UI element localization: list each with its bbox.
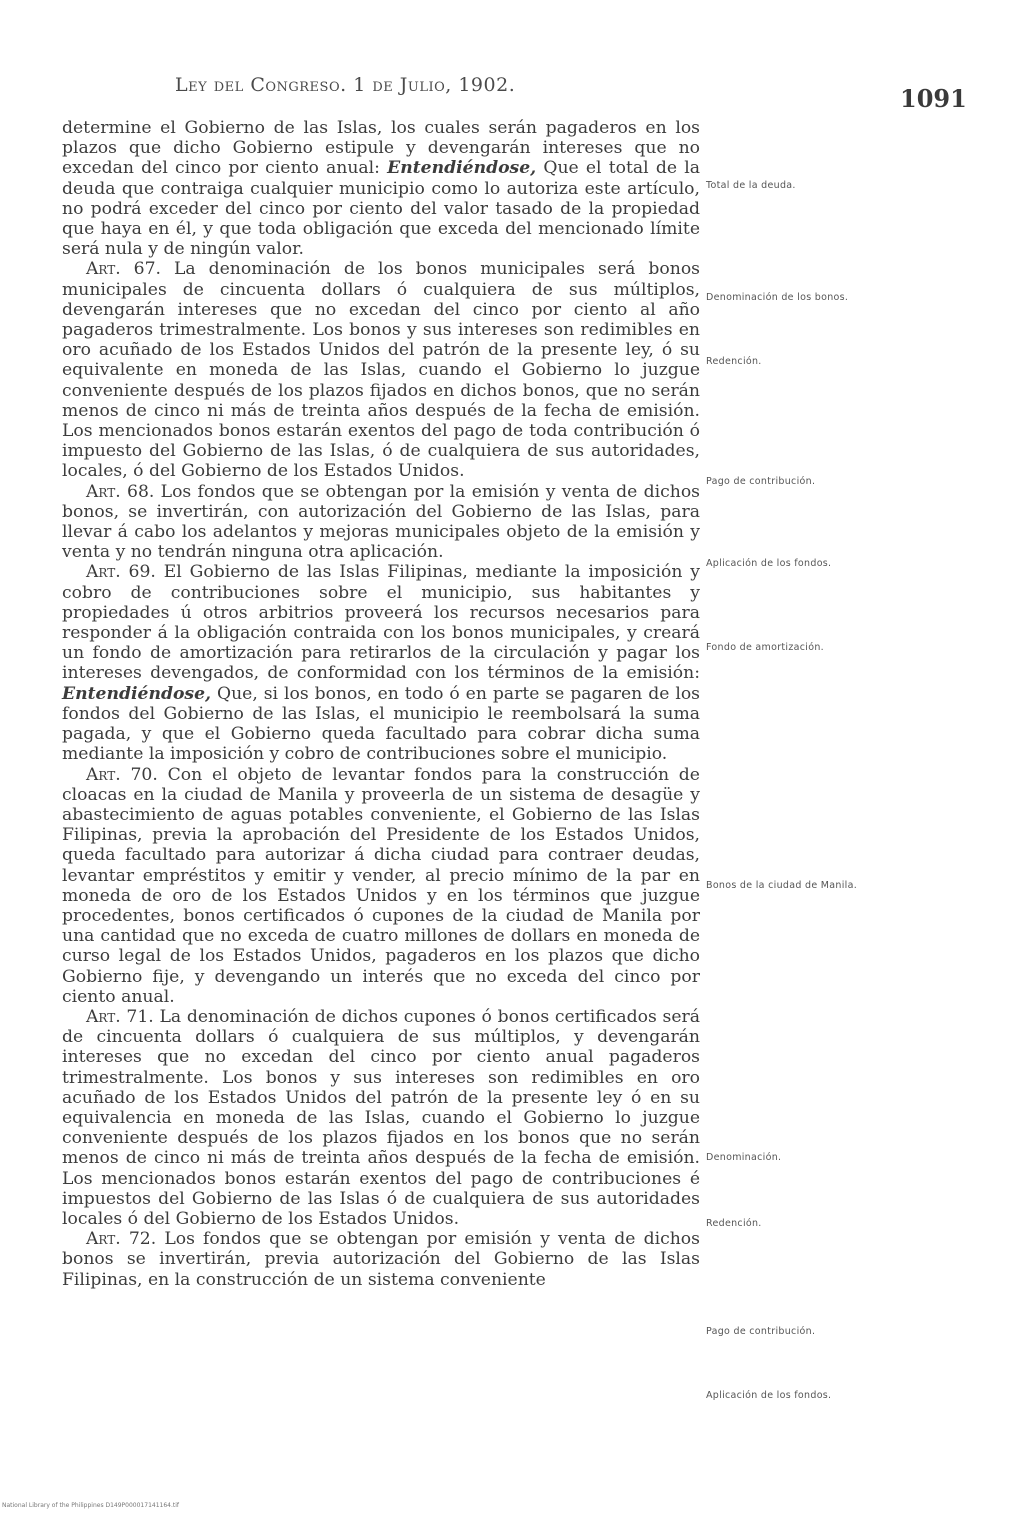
running-head: Ley del Congreso. 1 de Julio, 1902. bbox=[175, 74, 516, 96]
article-70 bbox=[62, 765, 700, 1007]
proviso-italic: Entendiéndose, bbox=[387, 158, 537, 179]
margin-note-fondo-amortizacion: Fondo de amortización. bbox=[706, 642, 824, 653]
margin-note-denominacion: Denominación. bbox=[706, 1152, 782, 1163]
scan-credit-footer: National Library of the Philippines D149P000017141164.tif bbox=[2, 1502, 180, 1509]
margin-note-pago-contribucion: Pago de contribución. bbox=[706, 476, 816, 487]
article-67 bbox=[62, 259, 700, 481]
article-68 bbox=[62, 482, 700, 563]
page-number: 1091 bbox=[900, 84, 967, 113]
paragraph-text: Que el total de la deuda que contraiga cualquier municipio como lo autoriza este artículo, no podrá exceder del cinco por ciento del valor tasado de la propiedad que haya en él, y que toda obligación que exceda del mencionado límite será nula y de ningún valor. bbox=[62, 158, 700, 260]
article-label: Art. 70. bbox=[86, 764, 158, 785]
paragraph-text: Con el objeto de levantar fondos para la construcción de cloacas en la ciudad de Manila y proveerla de un sistema de desagüe y abastecimiento de aguas potables conveniente, el Gobierno de las Islas Filipinas, previa la aprobación del Presidente de los Estados Unidos, queda facultado para autorizar á dicha ciudad para contraer deudas, levantar empréstitos y emitir y vender, al precio mínimo de la par en moneda de oro de los Estados Unidos y en los términos que juzgue procedentes, bonos certificados ó cupones de la ciudad de Manila por una cantidad que no exceda de cuatro millones de dollars en moneda de curso legal de los Estados Unidos, pagaderos en los plazos que dicho Gobierno fije, y devengando un interés que no exceda del cinco por ciento anual. bbox=[62, 764, 700, 1007]
margin-note-aplicacion-fondos: Aplicación de los fondos. bbox=[706, 558, 832, 569]
proviso-italic: Entendiéndose, bbox=[62, 683, 212, 704]
margin-note-pago-contribucion-2: Pago de contribución. bbox=[706, 1326, 816, 1337]
paragraph-text: La denominación de dichos cupones ó bonos certificados será de cincuenta dollars ó cualquiera de sus múltiplos, y devengarán intereses que no excedan del cinco por ciento anual pagaderos trimestralmente. Los bonos y sus intereses son redimibles en oro acuñado de los Estados Unidos del patrón de la presente ley ó en su equivalencia en moneda de las Islas, cuando el Gobierno lo juzgue conveniente después de los plazos fijados en los bonos que no serán menos de cinco ni más de treinta años después de la fecha de emisión. Los mencionados bonos estarán exentos del pago de contribuciones é impuestos del Gobierno de las Islas ó de cualquiera de sus autoridades locales ó del Gobierno de los Estados Unidos. bbox=[62, 1006, 700, 1229]
margin-note-aplicacion-fondos-2: Aplicación de los fondos. bbox=[706, 1390, 832, 1401]
article-label: Art. 67. bbox=[86, 259, 162, 280]
paragraph-text: Que, si los bonos, en todo ó en parte se pagaren de los fondos del Gobierno de las Islas, el municipio le reembolsará la suma pagada, y que el Gobierno queda facultado para cobrar dicha suma mediante la imposición y cobro de contribuciones sobre el municipio. bbox=[62, 683, 700, 765]
margin-note-total-deuda: Total de la deuda. bbox=[706, 180, 796, 191]
margin-note-denominacion-bonos: Denominación de los bonos. bbox=[706, 292, 849, 303]
article-label: Art. 68. bbox=[86, 481, 155, 502]
margin-note-redencion-2: Redención. bbox=[706, 1218, 762, 1229]
article-69 bbox=[62, 562, 700, 764]
paragraph-continuation bbox=[62, 118, 700, 259]
paragraph-text: Los fondos que se obtengan por la emisión y venta de dichos bonos, se invertirán, con autorización del Gobierno de las Islas, para llevar á cabo los adelantos y mejoras municipales objeto de la emisión y venta y no tendrán ninguna otra aplicación. bbox=[62, 481, 700, 563]
margin-note-redencion: Redención. bbox=[706, 356, 762, 367]
paragraph-text: determine el Gobierno de las Islas, los cuales serán pagaderos en los plazos que dicho Gobierno estipule y devengarán intereses que no excedan del cinco por ciento anual: bbox=[62, 118, 700, 179]
article-label: Art. 71. bbox=[86, 1006, 154, 1027]
article-71 bbox=[62, 1007, 700, 1229]
article-label: Art. 69. bbox=[86, 562, 156, 583]
margin-note-bonos-manila: Bonos de la ciudad de Manila. bbox=[706, 880, 858, 891]
body-text bbox=[62, 118, 700, 1290]
paragraph-text: La denominación de los bonos municipales será bonos municipales de cincuenta dollars ó cualquiera de sus múltiplos, devengarán intereses que no excedan del cinco por ciento al año pagaderos trimestralmente. Los bonos y sus intereses son redimibles en oro acuñado de los Estados Unidos del patrón de la presente ley, ó su equivalente en moneda de las Islas, cuando el Gobierno lo juzgue conveniente después de los plazos fijados en dichos bonos, que no serán menos de cinco ni más de treinta años después de la fecha de emisión. Los mencionados bonos estarán exentos del pago de toda contribución ó impuesto del Gobierno de las Islas, ó de cualquiera de sus autoridades, locales, ó del Gobierno de los Estados Unidos. bbox=[62, 259, 700, 482]
article-72 bbox=[62, 1229, 700, 1290]
paragraph-text: Los fondos que se obtengan por emisión y venta de dichos bonos se invertirán, previa autorización del Gobierno de las Islas Filipinas, en la construcción de un sistema conveniente bbox=[62, 1229, 700, 1290]
article-label: Art. 72. bbox=[86, 1229, 157, 1250]
paragraph-text: El Gobierno de las Islas Filipinas, mediante la imposición y cobro de contribuciones sobre el municipio, sus habitantes y propiedades ú otros arbitrios proveerá los recursos necesarios para responder á la obligación contraida con los bonos municipales, y creará un fondo de amortización para retirarlos de la circulación y pagar los intereses devengados, de conformidad con los términos de la emisión: bbox=[62, 562, 700, 684]
